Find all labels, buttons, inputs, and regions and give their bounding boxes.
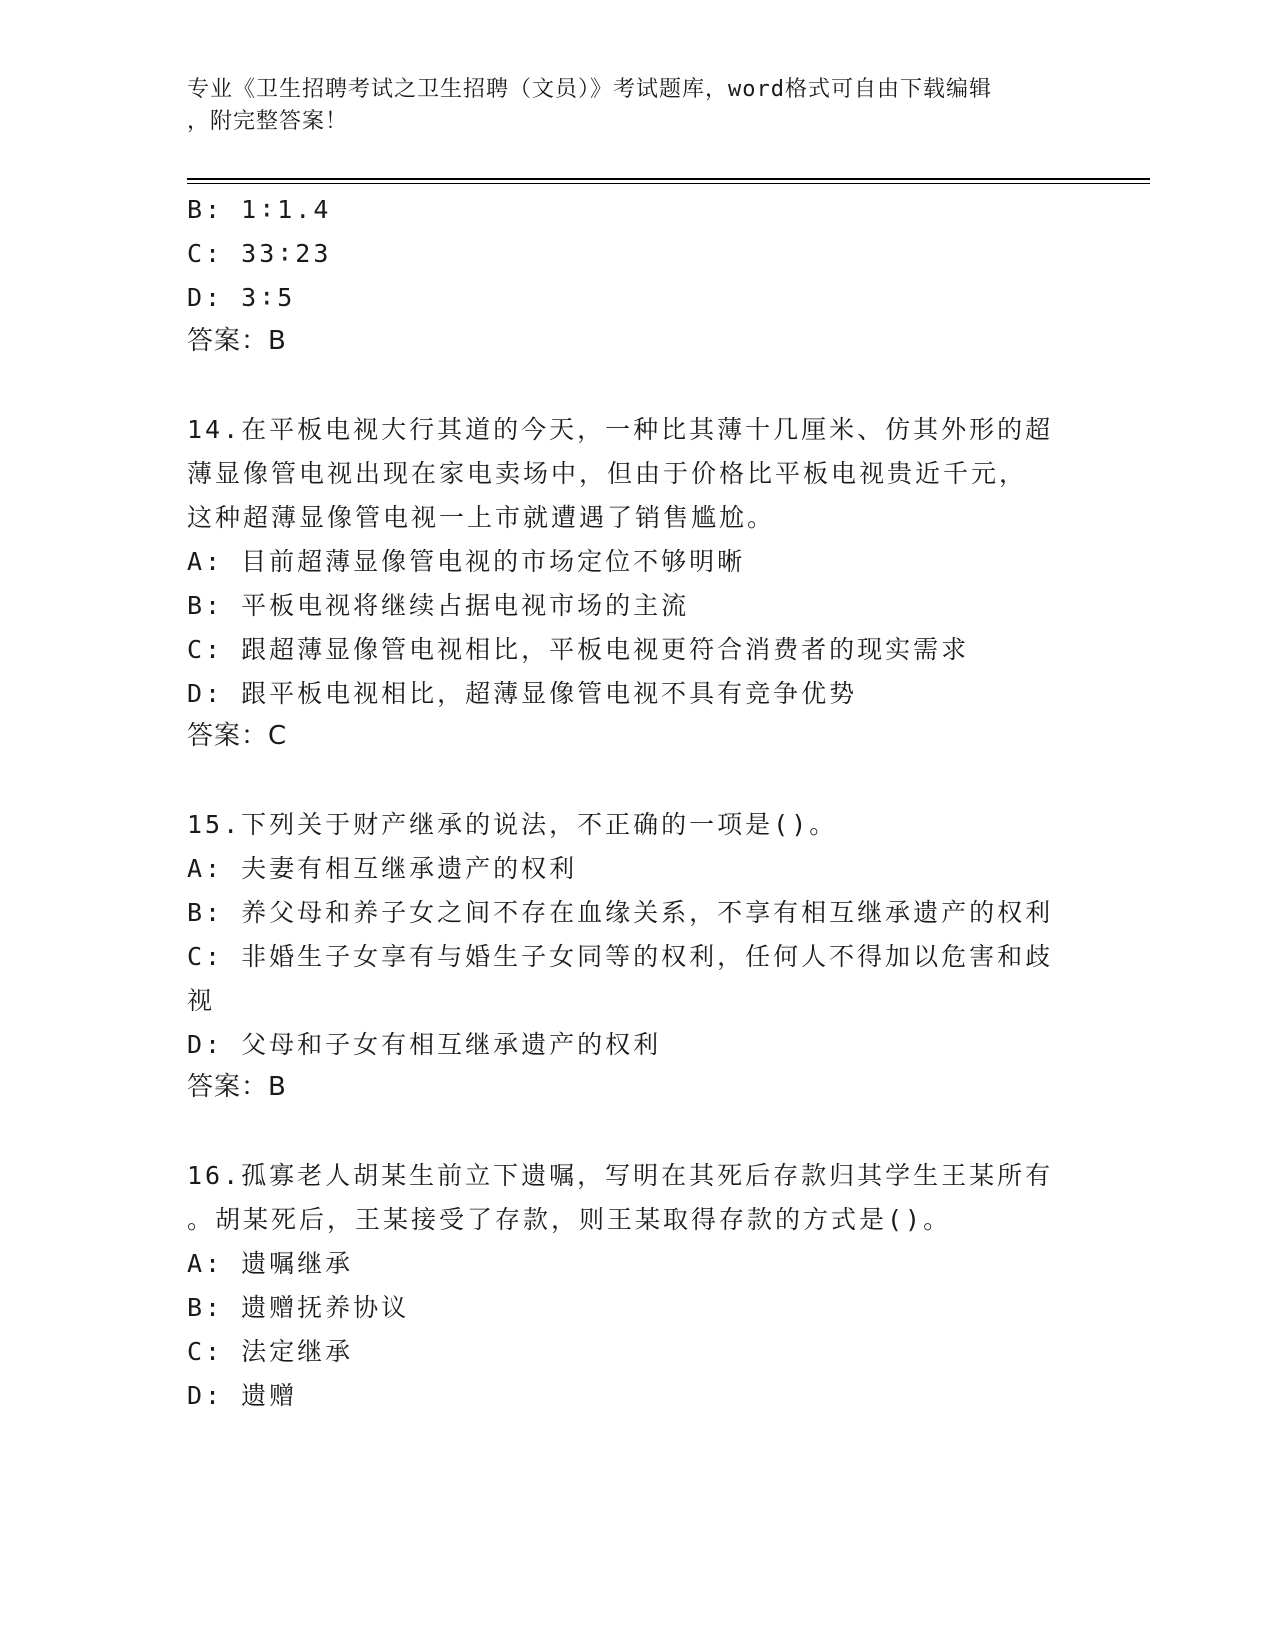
q15-option-c-line-2: 视 [187,986,216,1015]
header-divider-thick [187,178,1150,180]
q14-stem-line-2: 薄显像管电视出现在家电卖场中，但由于价格比平板电视贵近千元， [187,459,1028,488]
q16-option-a: A: 遗嘱继承 [187,1249,354,1278]
q13-option-b: B: 1∶1.4 [187,195,332,224]
q14-option-c: C: 跟超薄显像管电视相比，平板电视更符合消费者的现实需求 [187,635,970,664]
q16-option-b: B: 遗赠抚养协议 [187,1293,410,1322]
q13-option-c: C: 33∶23 [187,239,332,268]
header-divider-thin [187,183,1150,184]
q16-option-d: D: 遗赠 [187,1381,298,1410]
header-line-2: ，附完整答案！ [187,109,349,134]
q15-stem-line-1: 15.下列关于财产继承的说法，不正确的一项是()。 [187,810,838,839]
header-line-1: 专业《卫生招聘考试之卫生招聘（文员）》考试题库，word格式可自由下载编辑 [187,77,992,102]
q13-answer: 答案：B [187,326,287,356]
q14-stem-line-3: 这种超薄显像管电视一上市就遭遇了销售尴尬。 [187,503,776,532]
q15-option-c-line-1: C: 非婚生子女享有与婚生子女同等的权利，任何人不得加以危害和歧 [187,942,1054,971]
q16-option-c: C: 法定继承 [187,1337,354,1366]
q14-option-d: D: 跟平板电视相比，超薄显像管电视不具有竞争优势 [187,679,858,708]
q14-option-b: B: 平板电视将继续占据电视市场的主流 [187,591,690,620]
q14-answer: 答案：C [187,721,288,751]
q13-option-d: D: 3∶5 [187,283,296,312]
q15-answer: 答案：B [187,1072,287,1102]
q16-stem-line-2: 。胡某死后，王某接受了存款，则王某取得存款的方式是()。 [187,1205,952,1234]
q15-option-a: A: 夫妻有相互继承遗产的权利 [187,854,578,883]
q14-stem-line-1: 14.在平板电视大行其道的今天，一种比其薄十几厘米、仿其外形的超 [187,415,1054,444]
q14-option-a: A: 目前超薄显像管电视的市场定位不够明晰 [187,547,746,576]
document-header [187,74,1087,138]
q16-stem-line-1: 16.孤寡老人胡某生前立下遗嘱，写明在其死后存款归其学生王某所有 [187,1161,1054,1190]
q15-option-d: D: 父母和子女有相互继承遗产的权利 [187,1030,662,1059]
q15-option-b: B: 养父母和养子女之间不存在血缘关系，不享有相互继承遗产的权利 [187,898,1054,927]
